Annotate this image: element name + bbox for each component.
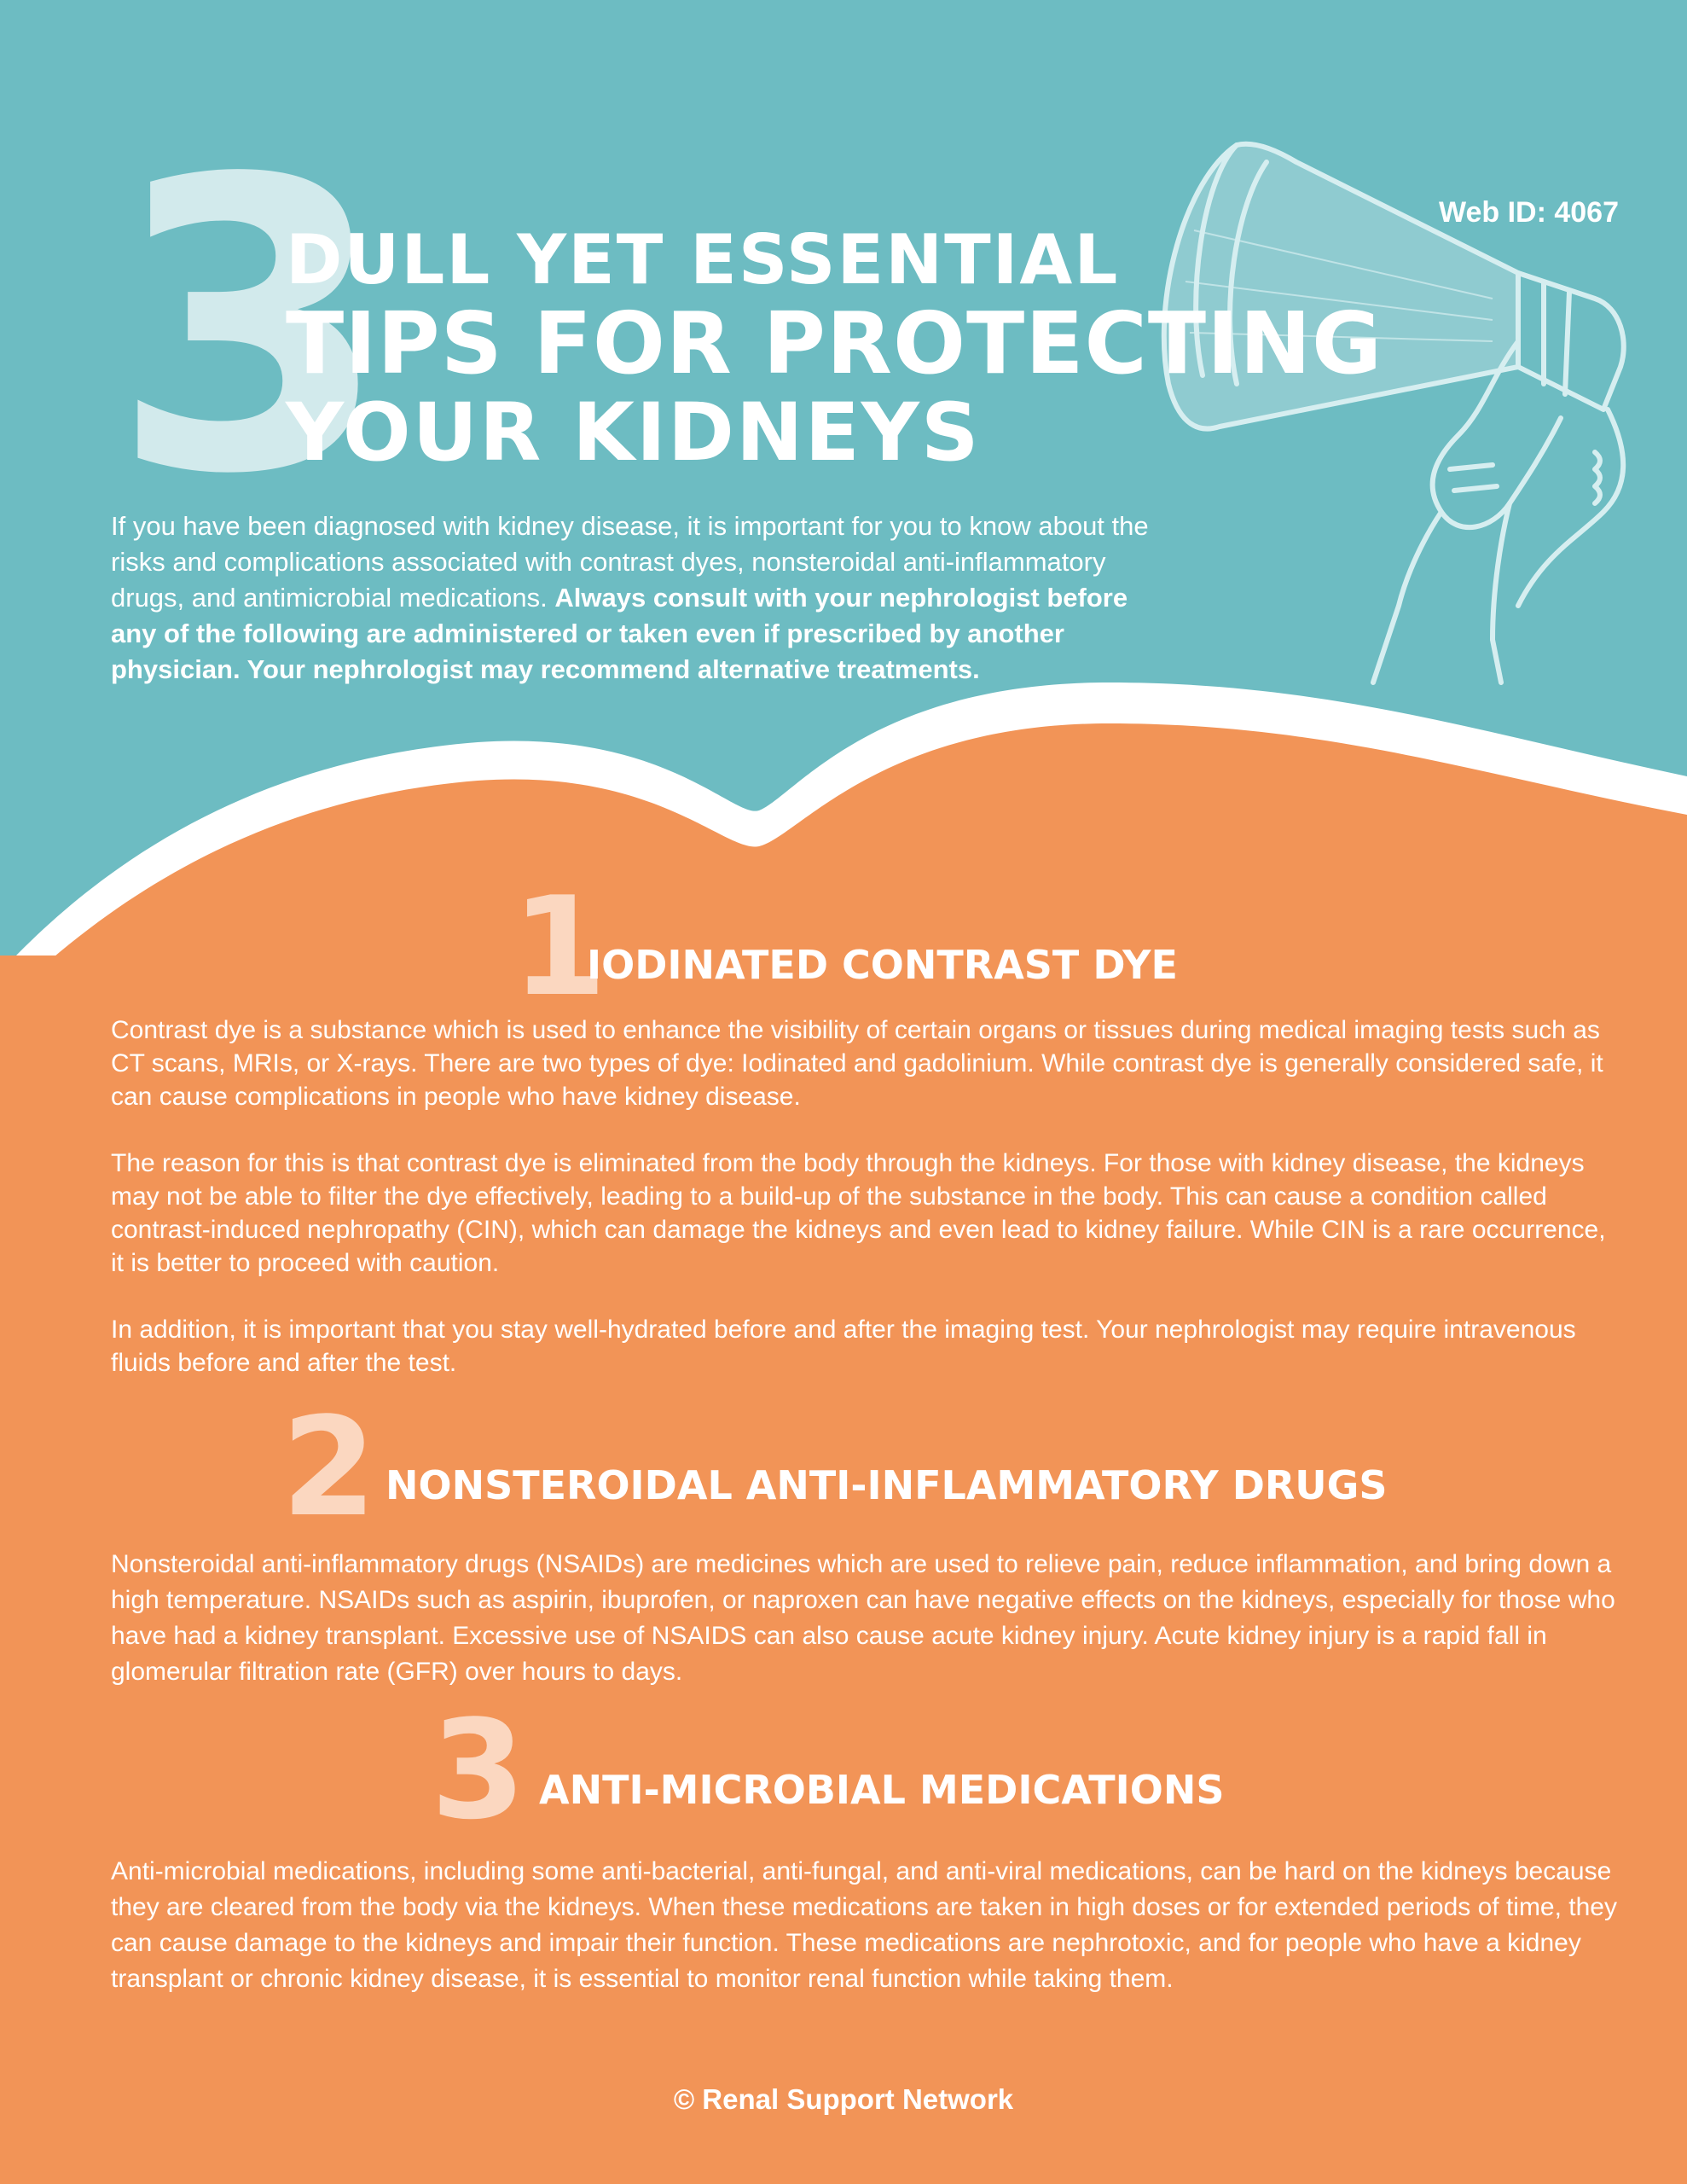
title-line-3: YOUR KIDNEYS <box>286 386 981 479</box>
footer-copyright: © Renal Support Network <box>673 2083 1014 2115</box>
section-heading: NONSTEROIDAL ANTI-INFLAMMATORY DRUGS <box>386 1462 1388 1508</box>
section-1-paragraph-1: Contrast dye is a substance which is used to enhance the visibility of certain organs or tissues during medical imaging tests such as CT scans, MRIs, or X-rays. There are two types of dye: Iodinated and gadolinium. While contrast dye is generally considered safe, it can cause complications in people who have kidney disease. <box>111 1016 1603 1111</box>
intro-paragraph <box>111 508 1160 688</box>
section-3-header <box>0 1690 1687 1850</box>
section-1-paragraph-2: The reason for this is that contrast dye is eliminated from the body through the kidneys. For those with kidney disease, the kidneys may not be able to filter the dye effectively, leading to a build-up of the substance in the body. This can cause a condition called contrast-induced nephropathy (CIN), which can damage the kidneys and even lead to kidney failure. While CIN is a rare occurrence, it is better to proceed with caution. <box>111 1149 1606 1277</box>
section-2-paragraph-1: Nonsteroidal anti-inflammatory drugs (NSAIDs) are medicines which are used to relieve pain, reduce inflammation, and bring down a high temperature. NSAIDs such as aspirin, ibuprofen, or naproxen can have negative effects on the kidneys, especially for those who have had a kidney transplant. Excessive use of NSAIDS can also cause acute kidney injury. Acute kidney injury is a rapid fall in glomerular filtration rate (GFR) over hours to days. <box>111 1550 1615 1686</box>
section-number: 1 <box>512 867 607 1026</box>
intro-bold-text: Always consult with your nephrologist before any of the following are administered or taken even if prescribed by another physician. Your nephrologist may recommend alternative treatments. <box>111 583 1128 684</box>
section-heading: ANTI-MICROBIAL MEDICATIONS <box>539 1767 1225 1813</box>
web-id: Web ID: 4067 <box>1438 196 1619 229</box>
intro-text: If you have been diagnosed with kidney disease, it is important for you to know about the risks and complications associated with contrast dyes, nonsteroidal anti-inflammatory drugs, and antimicrobial medications. <box>111 511 1149 613</box>
section-number: 3 <box>431 1690 526 1850</box>
title-line-2: TIPS FOR PROTECTING <box>286 293 1383 393</box>
section-1-paragraph-3: In addition, it is important that you stay well-hydrated before and after the imaging test. Your nephrologist may require intravenous fluids before and after the test. <box>111 1316 1576 1377</box>
title-number: 3 <box>111 95 382 561</box>
section-number: 2 <box>281 1387 377 1547</box>
section-3-paragraph-1: Anti-microbial medications, including some anti-bacterial, anti-fungal, and anti-viral medications, can be hard on the kidneys because they are cleared from the body via the kidneys. When these medications are taken in high doses or for extended periods of time, they can cause damage to the kidneys and impair their function. These medications are nephrotoxic, and for people who have a kidney transplant or chronic kidney disease, it is essential to monitor renal function while taking them. <box>111 1857 1617 1993</box>
section-1-header <box>0 867 1687 1026</box>
section-heading: IODINATED CONTRAST DYE <box>587 942 1178 988</box>
page-title <box>286 220 1383 479</box>
section-2-header <box>0 1387 1687 1547</box>
title-line-1: DULL YET ESSENTIAL <box>286 220 1120 299</box>
